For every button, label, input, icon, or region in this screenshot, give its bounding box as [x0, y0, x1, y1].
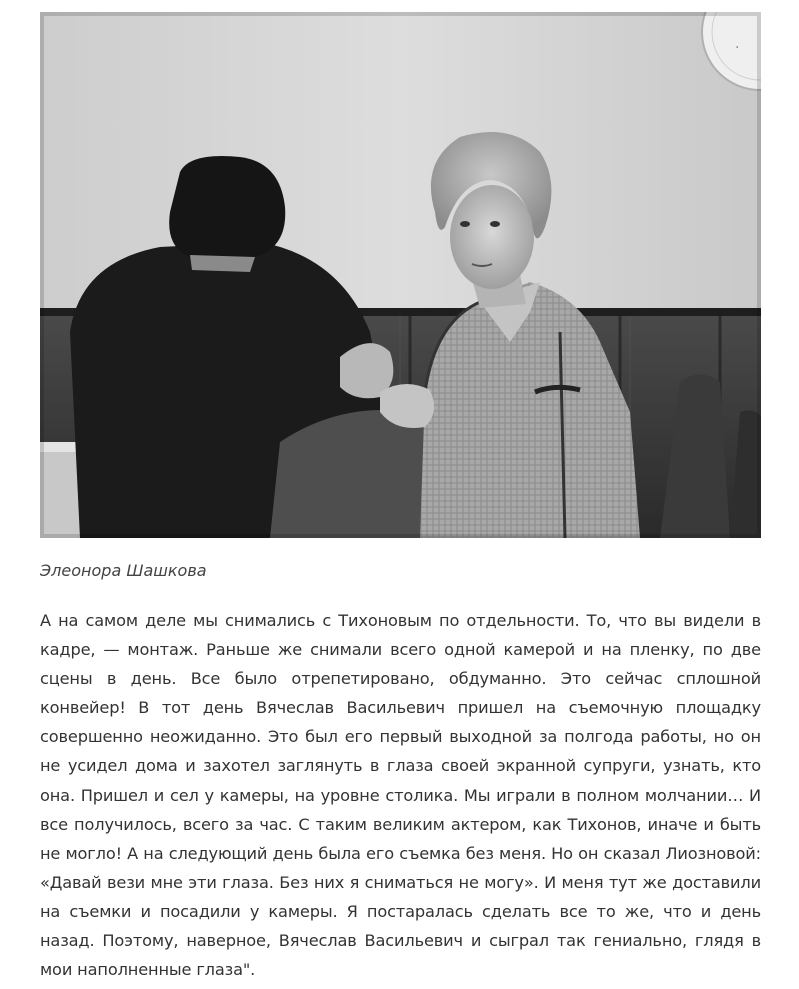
man-head: [169, 156, 285, 257]
woman-face: [450, 185, 534, 289]
svg-text:·: ·: [735, 40, 740, 56]
film-still-photo: [40, 12, 761, 538]
photo-illustration: [40, 12, 761, 538]
article: [40, 12, 761, 984]
article-paragraph: А на самом деле мы снимались с Тихоновым по отдельности. То, что вы видели в кадре, — монтаж. Раньше же снимали всего одной камерой и на пленку, по две сцены в день. Все было отрепетировано, обдуманно. Это сейчас сплошной конвейер! В тот день Вячеслав Васильевич пришел на съемочную площадку совершенно неожиданно. Это был его первый выходной за полгода работы, но он не усидел дома и захотел заглянуть в глаза своей экранной супруги, узнать, кто она. Пришел и сел у камеры, на уровне столика. Мы играли в полном молчании… И все получилось, всего за час. С таким великим актером, как Тихонов, иначе и быть не могло! А на следующий день была его съемка без меня. Но он сказал Лиозновой: «Давай вези мне эти глаза. Без них я сниматься не могу». И меня тут же доставили на съемки и посадили у камеры. Я постаралась сделать все то же, что и день назад. Поэтому, наверное, Вячеслав Васильевич и сыграл так гениально, глядя в мои наполненные глаза".: [40, 611, 761, 980]
photo-caption: Элеонора Шашкова: [40, 561, 207, 580]
